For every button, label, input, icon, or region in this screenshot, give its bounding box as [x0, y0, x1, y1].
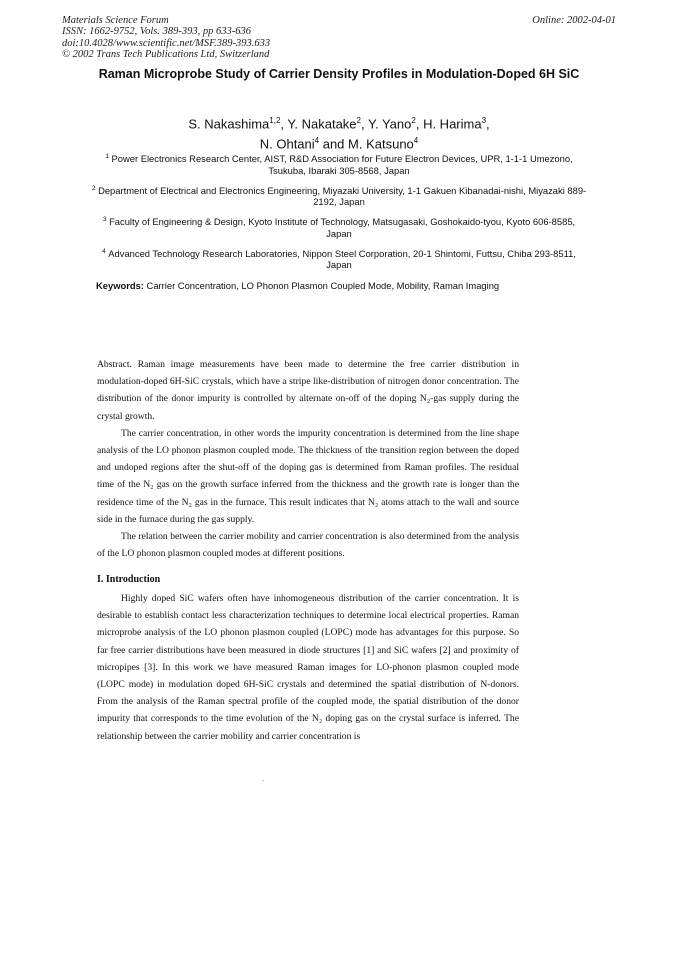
- affiliation-text: Department of Electrical and Electronics Engineering, Miyazaki University, 1-1 Gakuen Kibanadai-nishi, Miyazaki 889-2192, Japan: [98, 184, 587, 208]
- journal-name: Materials Science Forum: [62, 15, 169, 26]
- author-line-1: [90, 113, 588, 133]
- journal-header: [62, 15, 270, 61]
- issn-line: ISSN: 1662-9752, Vols. 389-393, pp 633-636: [62, 26, 251, 38]
- author-sup: 2: [411, 116, 416, 125]
- author-sup: 1,2: [269, 116, 281, 125]
- paper-title: Raman Microprobe Study of Carrier Density Profiles in Modulation-Doped 6H SiC: [98, 67, 580, 81]
- affiliation-sup: 3: [102, 216, 107, 224]
- keywords: [96, 280, 586, 292]
- author-sep: ,: [280, 116, 288, 132]
- affiliation: [90, 214, 588, 240]
- affiliation: [90, 246, 588, 272]
- intro-paragraph: Highly doped SiC wafers often have inhomogeneous distribution of the carrier concentration. It is desirable to establish contact less characterization techniques to determine local electrical properties. Raman microprobe analysis of the LO phonon plasmon coupled (LOPC) mode has advantages for this purpose. So far free carrier distributions have been measured in diode structures [1] and SiC wafers [2] and proximity of micropipes [3]. In this work we have measured Raman images for LO-phonon plasmon coupled mode (LOPC mode) in modulation doped 6H-SiC crystals and determined the spatial distribution of N-donors. From the analysis of the Raman spectral profile of the coupled mode, the spatial distribution of the donor impurity that corresponds to the time evolution of the N₂ doping gas on the crystal surface is inferred. The relationship between the carrier mobility and carrier concentration is: [97, 593, 519, 742]
- abstract: [97, 356, 519, 562]
- author-name: M. Katsuno: [348, 136, 414, 152]
- author-sep: ,: [415, 116, 424, 132]
- keywords-label: Keywords:: [96, 280, 144, 291]
- author-name: N. Ohtani: [259, 136, 315, 152]
- affiliation-sup: 4: [102, 247, 106, 255]
- author-name: S. Nakashima: [188, 116, 270, 132]
- section-heading: I. Introduction: [97, 574, 161, 585]
- abstract-paragraph: The relation between the carrier mobility and carrier concentration is also determined from the analysis of the LO phonon plasmon coupled modes at different positions.: [97, 531, 519, 560]
- author-sup: 4: [314, 135, 320, 145]
- author-name: Y. Yano: [367, 116, 412, 132]
- affiliation: [90, 151, 588, 177]
- author-line-2: [90, 133, 588, 153]
- affiliation-text: Power Electronics Research Center, AIST, R&D Association for Future Electron Devices, UPR, 1-1-1 Umezono, Tsukuba, Ibaraki 305-8568, Japan: [111, 153, 573, 176]
- affiliation-list: [90, 151, 588, 277]
- author-name: H. Harima: [423, 116, 482, 132]
- scan-mark: [262, 780, 264, 781]
- affiliation: [90, 183, 588, 209]
- author-sep: ,: [360, 116, 368, 132]
- author-sep: and: [319, 136, 349, 152]
- abstract-paragraph: Abstract. Raman image measurements have been made to determine the free carrier distribution in modulation-doped 6H-SiC crystals, which have a stripe like-distribution of nitrogen donor concentration. The distribution of the donor impurity is controlled by alternate on-off of the doping N₂-gas supply during the crystal growth.: [97, 359, 519, 422]
- author-sup: 4: [413, 135, 419, 145]
- affiliation-text: Faculty of Engineering & Design, Kyoto Institute of Technology, Matsugasaki, Goshokaido-tyou, Kyoto 606-8585, Japan: [109, 216, 576, 239]
- online-date: Online: 2002-04-01: [532, 15, 616, 26]
- abstract-paragraph: The carrier concentration, in other words the impurity concentration is determined from the line shape analysis of the LO phonon plasmon coupled mode. The thickness of the transition region between the doped and undoped regions after the shut-off of the doping gas is determined from Raman profiles. The residual time of the N₂ gas on the growth surface inferred from the thickness and the growth rate is longer than the residence time of the N₂ gas in the furnace. This result indicates that N₂ atoms attach to the wall and source side in the furnace during the gas supply.: [97, 427, 519, 525]
- author-sep: ,: [486, 116, 490, 132]
- author-name: Y. Nakatake: [287, 116, 357, 132]
- doi-line: doi:10.4028/www.scientific.net/MSF.389-393.633: [62, 37, 271, 49]
- copyright-line: © 2002 Trans Tech Publications Ltd, Switzerland: [62, 49, 270, 61]
- author-list: [90, 113, 588, 153]
- author-sup: 2: [356, 116, 361, 125]
- introduction: [97, 590, 519, 745]
- affiliation-sup: 1: [105, 153, 109, 160]
- author-sup: 3: [481, 116, 487, 125]
- keywords-text: Carrier Concentration, LO Phonon Plasmon Coupled Mode, Mobility, Raman Imaging: [143, 280, 500, 291]
- affiliation-sup: 2: [91, 184, 96, 192]
- affiliation-text: Advanced Technology Research Laboratories, Nippon Steel Corporation, 20-1 Shintomi, Futtsu, Chiba 293-8511, Japan: [108, 247, 576, 271]
